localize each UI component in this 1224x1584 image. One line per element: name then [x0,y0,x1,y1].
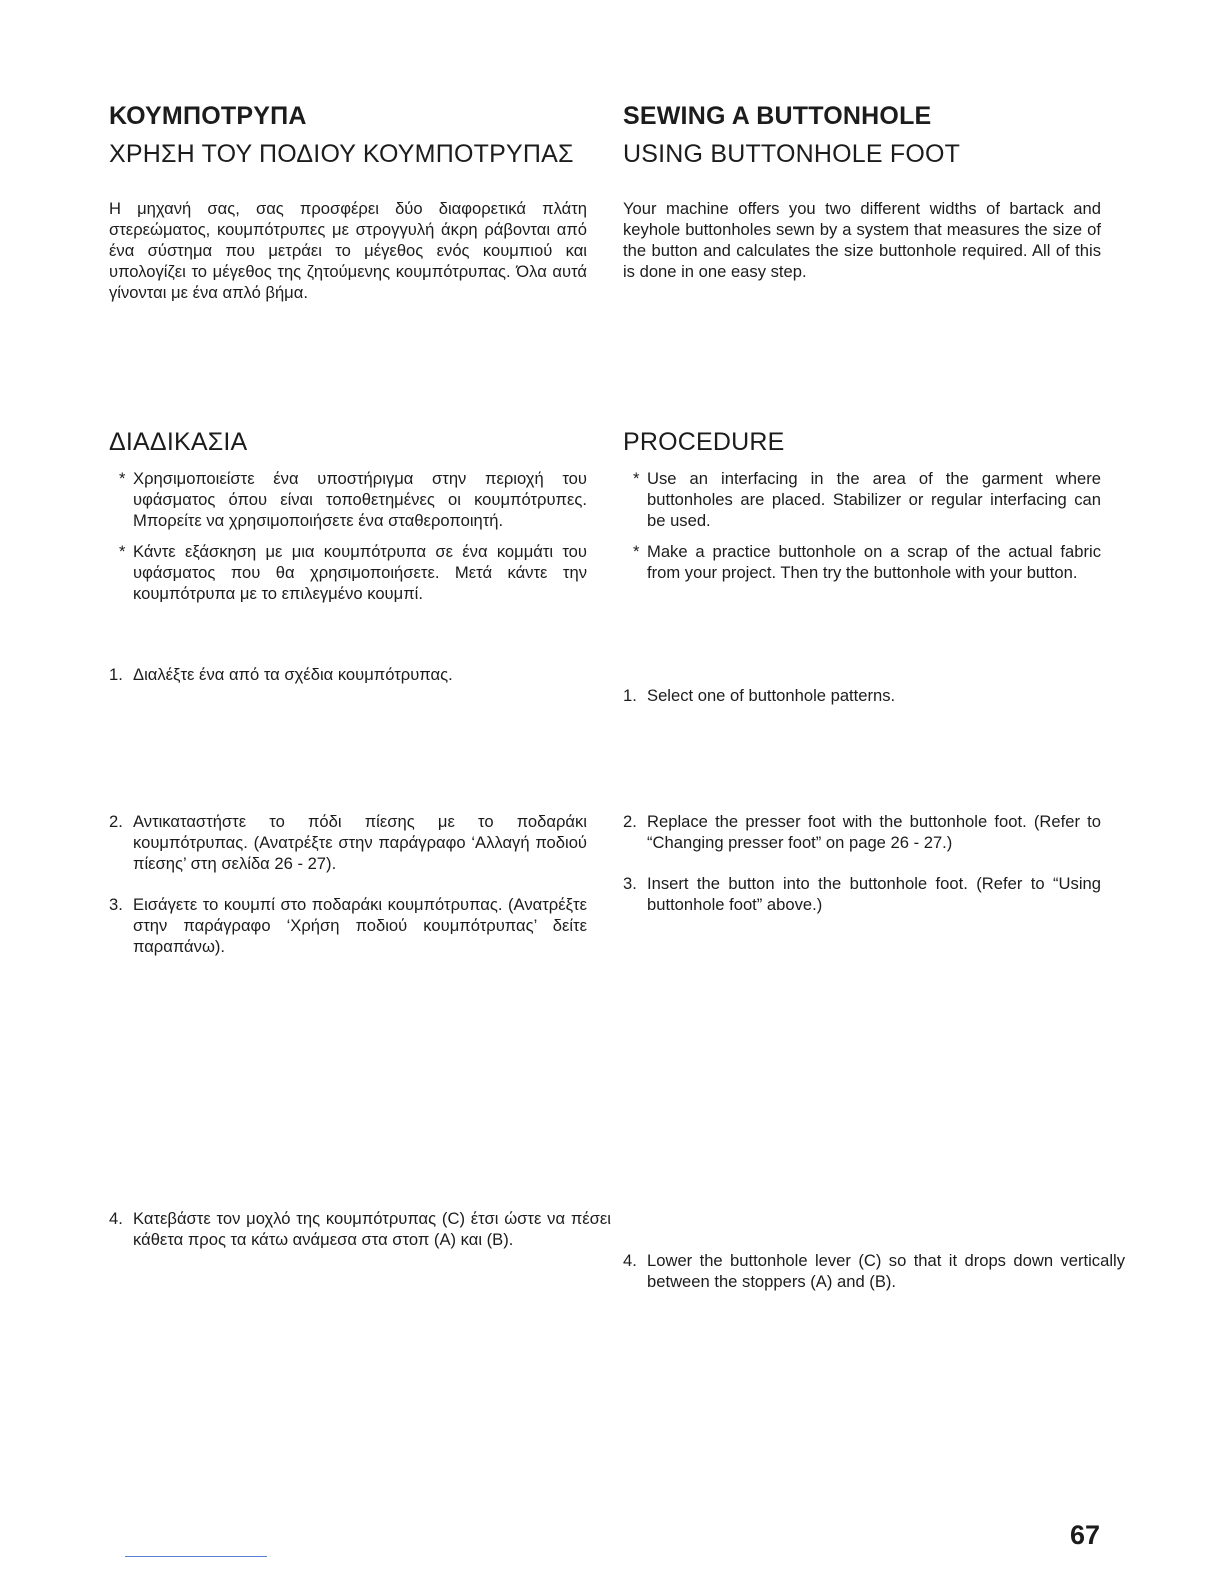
greek-step [109,1208,611,1250]
greek-step [109,664,611,685]
greek-step-text: Εισάγετε το κουμπί στο ποδαράκι κουμπότρυπας. (Ανατρέξτε στην παράγραφο ‘Χρήση ποδιού κουμπότρυπας’ δείτε παραπάνω). [133,895,587,956]
english-step [623,873,1101,915]
english-intro: Your machine offers you two different widths of bartack and keyhole buttonholes sewn by a system that measures the size of the button and calculates the size buttonhole required. All of this is done in one easy step. [623,199,1101,281]
greek-intro: Η μηχανή σας, σας προσφέρει δύο διαφορετικά πλάτη στερεώματος, κουμπότρυπες με στρογγυλή άκρη ράβονται από ένα σύστημα που μετράει το μέγεθος ενός κουμπιού και υπολογίζει το μέγεθος της ζητούμενης κουμπότρυπας. Όλα αυτά γίνονται με ένα απλό βήμα. [109,199,587,302]
step-number: 3. [623,874,637,893]
bullet-mark: * [119,542,126,561]
english-header [623,101,1101,169]
greek-bullet-text: Κάντε εξάσκηση με μια κουμπότρυπα σε ένα κομμάτι του υφάσματος που θα χρησιμοποιήσετε. Μετά κάντε την κουμπότρυπα με το επιλεγμένο κουμπί. [133,542,587,603]
english-step-text: Insert the button into the buttonhole foot. (Refer to “Using buttonhole foot” above.) [647,874,1101,914]
greek-step [109,894,587,957]
english-step [623,811,1101,853]
english-step [623,685,1125,706]
english-bullet [623,541,1101,583]
greek-bullet-text: Χρησιμοποιείστε ένα υποστήριγμα στην περιοχή του υφάσματος όπου είναι τοποθετημένες οι κουμπότρυπες. Μπορείτε να χρησιμοποιήσετε ένα σταθεροποιητή. [133,469,587,530]
english-step-text: Lower the buttonhole lever (C) so that it drops down vertically between the stoppers (A) and (B). [647,1251,1125,1291]
greek-subtitle: ΧΡΗΣΗ ΤΟΥ ΠΟΔΙΟΥ ΚΟΥΜΠΟΤΡΥΠΑΣ [109,140,574,168]
greek-bullets [109,468,587,604]
english-step-text: Select one of buttonhole patterns. [647,686,896,705]
bullet-mark: * [633,469,640,488]
greek-header [109,101,587,169]
english-procedure-heading: PROCEDURE [623,428,785,456]
english-subtitle: USING BUTTONHOLE FOOT [623,140,961,168]
english-bullet-text: Make a practice buttonhole on a scrap of the actual fabric from your project. Then try the buttonhole with your button. [647,542,1101,582]
page-number: 67 [1069,1520,1100,1550]
english-steps-2-3 [623,811,1101,915]
step-number: 1. [109,665,123,684]
step-number: 1. [623,686,637,705]
step-number: 2. [109,812,123,831]
greek-title: ΚΟΥΜΠΟΤΡΥΠΑ [109,102,307,130]
english-bullet [623,468,1101,531]
greek-step-text: Κατεβάστε τον μοχλό της κουμπότρυπας (C) έτσι ώστε να πέσει κάθετα προς τα κάτω ανάμεσα στα στοπ (A) και (B). [133,1209,611,1249]
greek-step-text: Αντικαταστήστε το πόδι πίεσης με το ποδαράκι κουμπότρυπας. (Ανατρέξτε στην παράγραφο ‘Αλλαγή ποδιού πίεσης’ στη σελίδα 26 - 27). [133,812,587,873]
step-number: 2. [623,812,637,831]
greek-procedure-heading: ΔΙΑΔΙΚΑΣΙΑ [109,428,248,456]
greek-step [109,811,587,874]
english-step-text: Replace the presser foot with the buttonhole foot. (Refer to “Changing presser foot” on page 26 - 27.) [647,812,1101,852]
bottom-rule [125,1556,267,1557]
step-number: 4. [623,1251,637,1270]
bullet-mark: * [119,469,126,488]
greek-bullet [109,541,587,604]
bullet-mark: * [633,542,640,561]
step-number: 4. [109,1209,123,1228]
step-number: 3. [109,895,123,914]
english-bullet-text: Use an interfacing in the area of the garment where buttonholes are placed. Stabilizer or regular interfacing can be used. [647,469,1101,530]
english-title: SEWING A BUTTONHOLE [623,102,932,130]
english-bullets [623,468,1101,583]
english-step [623,1250,1125,1292]
greek-steps-2-3 [109,811,587,957]
greek-bullet [109,468,587,531]
greek-step-text: Διαλέξτε ένα από τα σχέδια κουμπότρυπας. [133,665,453,684]
